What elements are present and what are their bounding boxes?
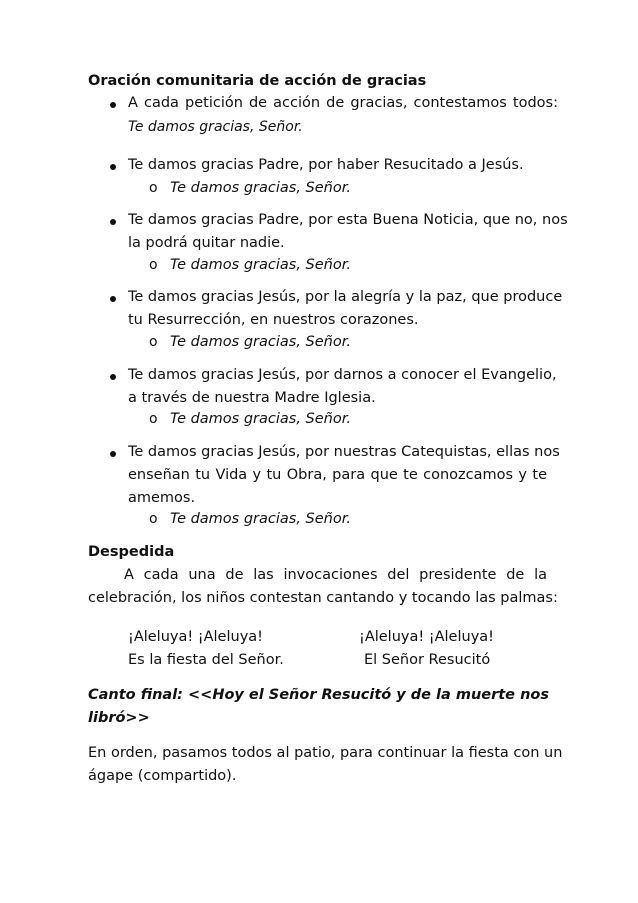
intro-response: Te damos gracias, Señor. xyxy=(128,119,303,135)
petition-3-response: Te damos gracias, Señor. xyxy=(170,334,351,350)
petition-5-response: Te damos gracias, Señor. xyxy=(170,511,351,527)
sub-bullet-icon: o xyxy=(149,511,158,527)
sub-bullet-icon: o xyxy=(149,334,158,350)
petition-1-response: Te damos gracias, Señor. xyxy=(170,180,351,196)
bullet-icon xyxy=(110,374,116,380)
petition-5-line-3: amemos. xyxy=(128,490,196,506)
bullet-icon xyxy=(110,296,116,302)
chant-left-line-2: Es la fiesta del Señor. xyxy=(128,652,284,668)
bullet-icon xyxy=(110,164,116,170)
canto-final-line-2: libró>> xyxy=(88,710,150,726)
petition-1-line-1: Te damos gracias Padre, por haber Resucitado a Jesús. xyxy=(128,157,524,173)
petition-3-line-1: Te damos gracias Jesús, por la alegría y la paz, que produce xyxy=(128,289,563,305)
petition-5-line-2: enseñan tu Vida y tu Obra, para que te conozcamos y te xyxy=(128,467,547,483)
sub-bullet-icon: o xyxy=(149,257,158,273)
sub-bullet-icon: o xyxy=(149,411,158,427)
section-heading-oracion: Oración comunitaria de acción de gracias xyxy=(88,73,427,89)
sub-bullet-icon: o xyxy=(149,180,158,196)
despedida-line-1: A cada una de las invocaciones del presidente de la xyxy=(124,567,547,583)
petition-2-line-1: Te damos gracias Padre, por esta Buena Noticia, que no, nos xyxy=(128,212,568,228)
chant-left-line-1: ¡Aleluya! ¡Aleluya! xyxy=(128,629,263,645)
canto-final-line-1: Canto final: <<Hoy el Señor Resucitó y de la muerte nos xyxy=(88,687,549,703)
bullet-icon xyxy=(110,219,116,225)
chant-right-line-1: ¡Aleluya! ¡Aleluya! xyxy=(359,629,494,645)
despedida-line-2: celebración, los niños contestan cantando y tocando las palmas: xyxy=(88,590,558,606)
petition-5-line-1: Te damos gracias Jesús, por nuestras Catequistas, ellas nos xyxy=(128,444,560,460)
intro-text: A cada petición de acción de gracias, contestamos todos: xyxy=(128,95,558,111)
petition-3-line-2: tu Resurrección, en nuestros corazones. xyxy=(128,312,419,328)
bullet-icon xyxy=(110,102,116,108)
section-heading-despedida: Despedida xyxy=(88,544,175,560)
chant-right-line-2: El Señor Resucitó xyxy=(364,652,491,668)
petition-4-line-2: a través de nuestra Madre Iglesia. xyxy=(128,390,376,406)
petition-4-response: Te damos gracias, Señor. xyxy=(170,411,351,427)
closing-line-1: En orden, pasamos todos al patio, para continuar la fiesta con un xyxy=(88,745,563,761)
petition-2-line-2: la podrá quitar nadie. xyxy=(128,235,285,251)
closing-line-2: ágape (compartido). xyxy=(88,768,237,784)
petition-4-line-1: Te damos gracias Jesús, por darnos a conocer el Evangelio, xyxy=(128,367,557,383)
petition-2-response: Te damos gracias, Señor. xyxy=(170,257,351,273)
bullet-icon xyxy=(110,451,116,457)
